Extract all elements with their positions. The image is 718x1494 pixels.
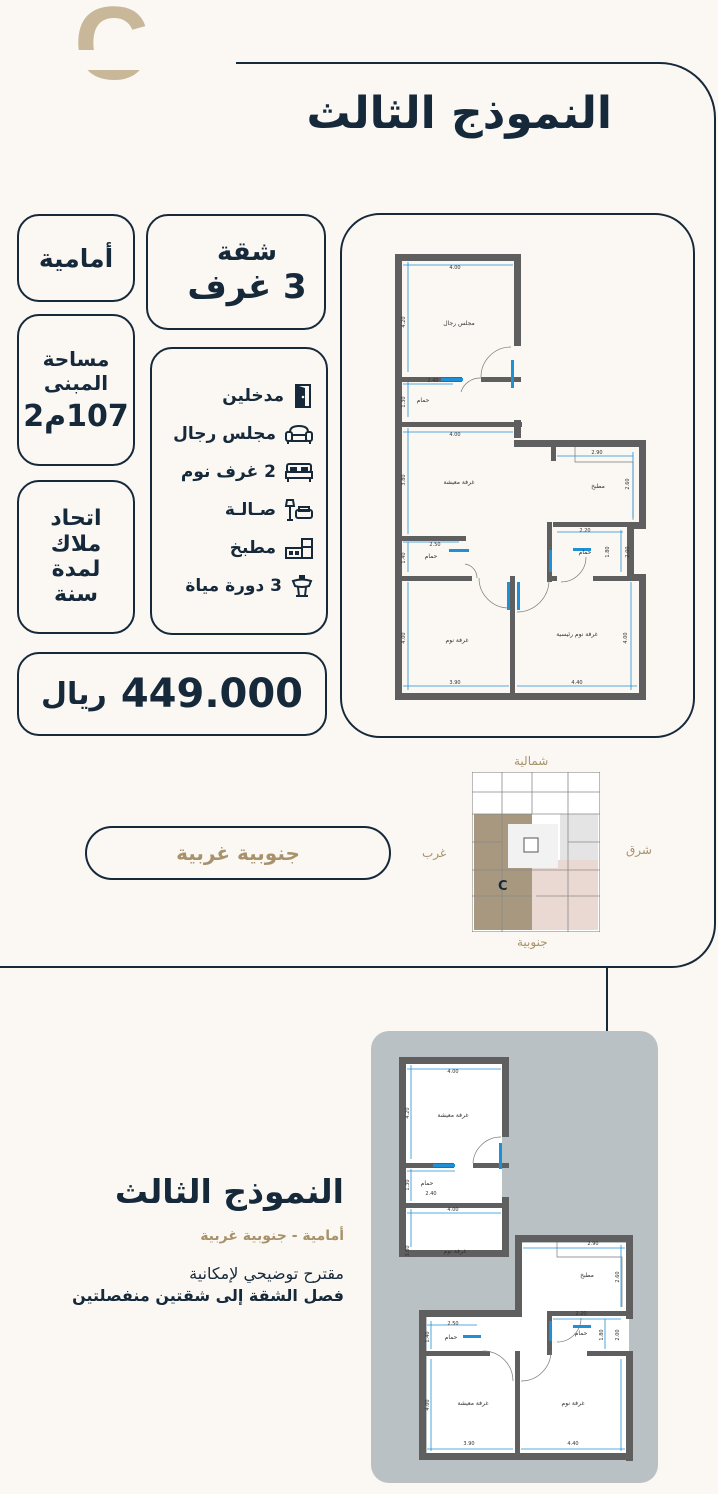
svg-text:2.90: 2.90 bbox=[587, 1241, 599, 1247]
unit-type-line2: 3 غرف bbox=[187, 267, 307, 307]
feature-item bbox=[164, 415, 314, 453]
svg-text:مجلس رجال: مجلس رجال bbox=[443, 320, 475, 327]
svg-text:غرفة معيشة: غرفة معيشة bbox=[457, 1400, 489, 1407]
svg-text:4.00: 4.00 bbox=[449, 432, 461, 438]
lamp-sofa-icon bbox=[284, 498, 314, 522]
feature-item bbox=[164, 453, 314, 491]
compass-south: جنوبية bbox=[517, 935, 548, 949]
svg-text:4.20: 4.20 bbox=[401, 316, 407, 328]
svg-text:4.00: 4.00 bbox=[623, 632, 629, 644]
price-box bbox=[17, 652, 327, 736]
features-box bbox=[150, 347, 328, 635]
feature-label: صـالـة bbox=[224, 500, 276, 520]
feature-label: 2 غرف نوم bbox=[180, 462, 276, 482]
assoc-line: سنة bbox=[54, 582, 98, 608]
svg-text:1.40: 1.40 bbox=[425, 1331, 431, 1343]
feature-label: مدخلين bbox=[222, 386, 284, 406]
page-title: النموذج الثالث bbox=[306, 88, 612, 139]
svg-text:4.00: 4.00 bbox=[425, 1399, 431, 1411]
unit-type-box bbox=[146, 214, 326, 330]
feature-item bbox=[164, 529, 314, 567]
compass-north: شمالية bbox=[514, 754, 549, 768]
svg-text:مطبخ: مطبخ bbox=[591, 483, 605, 490]
section2-title: النموذج الثالث bbox=[114, 1172, 344, 1211]
frame-mask bbox=[0, 50, 236, 70]
section2-subtitle: أمامية - جنوبية غربية bbox=[200, 1228, 344, 1244]
svg-text:غرفة نوم: غرفة نوم bbox=[561, 1400, 585, 1407]
svg-text:حمام: حمام bbox=[420, 1180, 434, 1187]
svg-text:2.50: 2.50 bbox=[429, 542, 441, 548]
door-icon bbox=[292, 384, 314, 408]
feature-label: مجلس رجال bbox=[173, 424, 276, 444]
assoc-line: اتحاد bbox=[50, 506, 102, 532]
svg-text:1.30: 1.30 bbox=[405, 1179, 411, 1191]
svg-text:4.20: 4.20 bbox=[405, 1107, 411, 1119]
svg-text:حمام: حمام bbox=[416, 397, 430, 404]
svg-text:غرفة معيشة: غرفة معيشة bbox=[443, 479, 475, 486]
compass-west: غرب bbox=[422, 846, 447, 860]
svg-text:1.80: 1.80 bbox=[599, 1329, 605, 1341]
assoc-line: لمدة bbox=[51, 557, 101, 582]
svg-text:2.00: 2.00 bbox=[615, 1329, 621, 1341]
svg-text:2.00: 2.00 bbox=[625, 546, 631, 558]
proposal-line1: مقترح توضيحي لإمكانية bbox=[189, 1264, 344, 1283]
price-value: 449.000 bbox=[120, 671, 304, 717]
feature-item bbox=[164, 567, 314, 605]
orientation-badge: جنوبية غربية bbox=[85, 826, 391, 880]
feature-label: 3 دورة مياة bbox=[185, 576, 282, 596]
front-badge: أمامية bbox=[17, 214, 135, 302]
svg-text:2.40: 2.40 bbox=[427, 378, 439, 384]
area-value: 107م2 bbox=[23, 398, 129, 434]
key-plan-marker: C bbox=[498, 879, 508, 894]
svg-text:غرفة معيشة: غرفة معيشة bbox=[437, 1112, 469, 1119]
svg-text:غرفة نوم رئيسية: غرفة نوم رئيسية bbox=[556, 631, 598, 638]
svg-text:1.30: 1.30 bbox=[401, 396, 407, 408]
svg-text:2.20: 2.20 bbox=[579, 528, 591, 534]
toilet-icon bbox=[290, 574, 314, 598]
svg-text:4.00: 4.00 bbox=[447, 1069, 459, 1075]
area-box bbox=[17, 314, 135, 466]
svg-text:2.20: 2.20 bbox=[575, 1311, 587, 1317]
svg-text:حمام: حمام bbox=[578, 549, 592, 556]
area-label-line1: مساحة bbox=[42, 346, 110, 371]
svg-text:3.80: 3.80 bbox=[405, 1245, 411, 1257]
floorplan-2 bbox=[397, 1055, 637, 1463]
sofa-icon bbox=[284, 423, 314, 445]
svg-text:2.60: 2.60 bbox=[615, 1271, 621, 1283]
svg-text:4.00: 4.00 bbox=[447, 1207, 459, 1213]
svg-text:2.50: 2.50 bbox=[447, 1321, 459, 1327]
svg-text:4.00: 4.00 bbox=[401, 632, 407, 644]
bed-icon bbox=[284, 461, 314, 483]
svg-text:حمام: حمام bbox=[424, 553, 438, 560]
svg-text:غرفة نوم: غرفة نوم bbox=[443, 1248, 467, 1255]
svg-text:4.00: 4.00 bbox=[449, 265, 461, 271]
svg-text:حمام: حمام bbox=[444, 1334, 458, 1341]
svg-text:1.40: 1.40 bbox=[401, 552, 407, 564]
kitchen-icon bbox=[284, 537, 314, 559]
svg-text:2.90: 2.90 bbox=[591, 450, 603, 456]
price-currency: ريال bbox=[40, 676, 107, 712]
svg-text:4.40: 4.40 bbox=[571, 680, 583, 686]
svg-text:3.90: 3.90 bbox=[449, 680, 461, 686]
feature-label: مطبخ bbox=[229, 538, 276, 558]
proposal-line2: فصل الشقة إلى شقتين منفصلتين bbox=[72, 1286, 344, 1305]
building-key-plan bbox=[472, 772, 600, 932]
owners-association-box bbox=[17, 480, 135, 634]
assoc-line: ملاك bbox=[50, 531, 102, 557]
svg-text:4.40: 4.40 bbox=[567, 1441, 579, 1447]
svg-text:غرفة نوم: غرفة نوم bbox=[445, 637, 469, 644]
area-label-line2: المبنى bbox=[43, 370, 109, 395]
svg-text:حمام: حمام bbox=[574, 1330, 588, 1337]
svg-text:3.80: 3.80 bbox=[401, 474, 407, 486]
feature-item bbox=[164, 377, 314, 415]
svg-text:2.40: 2.40 bbox=[425, 1191, 437, 1197]
compass-east: شرق bbox=[626, 843, 652, 857]
svg-text:مطبخ: مطبخ bbox=[580, 1272, 594, 1279]
svg-text:3.90: 3.90 bbox=[463, 1441, 475, 1447]
feature-item bbox=[164, 491, 314, 529]
svg-text:1.80: 1.80 bbox=[605, 546, 611, 558]
svg-text:2.60: 2.60 bbox=[625, 478, 631, 490]
unit-type-line1: شقة bbox=[216, 237, 278, 267]
floorplan-1 bbox=[393, 252, 649, 702]
